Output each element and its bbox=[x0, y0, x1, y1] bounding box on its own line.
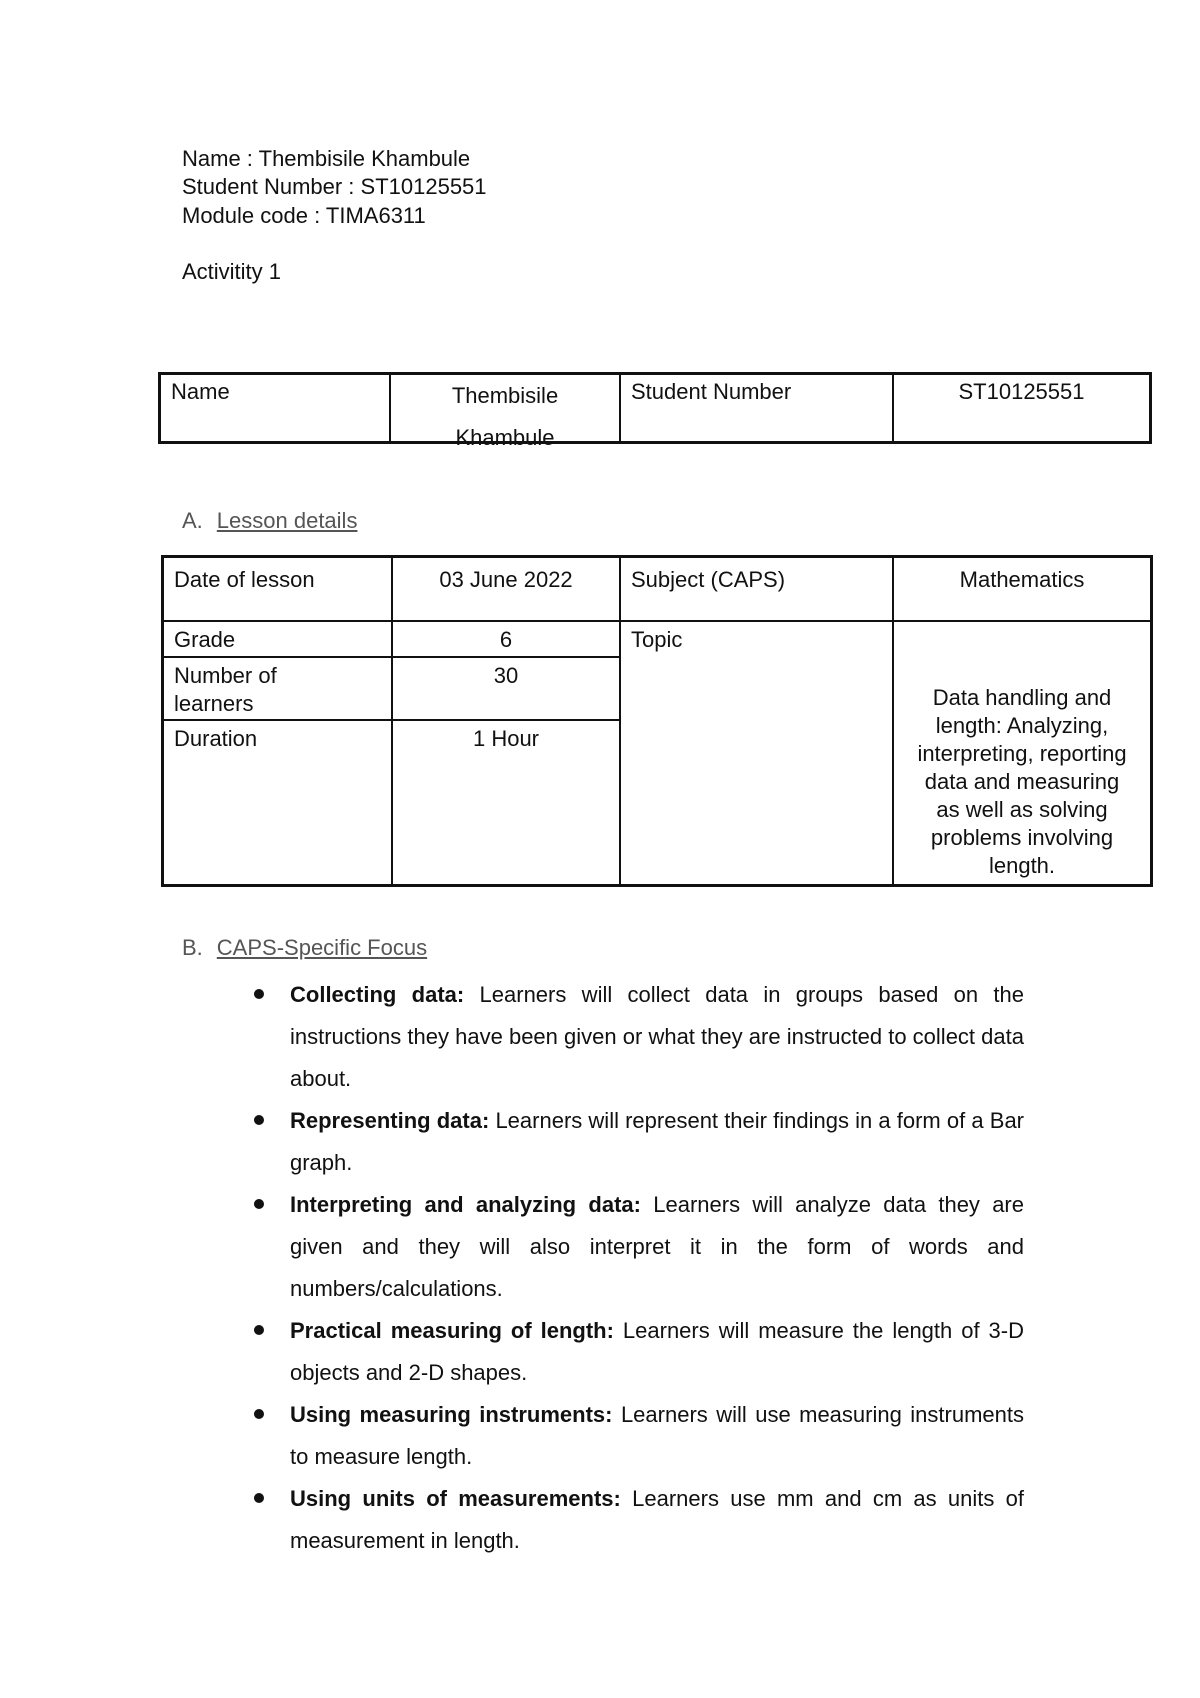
duration-value: 1 Hour bbox=[472, 726, 540, 751]
activity-title: Activitity 1 bbox=[182, 259, 282, 284]
learners-label-line1: Number of bbox=[174, 663, 277, 688]
topic-line: Data handling and bbox=[932, 685, 1112, 710]
duration-label: Duration bbox=[174, 726, 258, 751]
section-b-letter: B. bbox=[182, 935, 203, 960]
topic-value-cell bbox=[894, 684, 1150, 880]
duration-value-cell bbox=[393, 721, 619, 761]
date-label: Date of lesson bbox=[174, 567, 315, 592]
grade-value-cell bbox=[393, 622, 619, 662]
section-a-letter: A. bbox=[182, 508, 203, 533]
list-item bbox=[248, 974, 1024, 1100]
bullet-icon bbox=[254, 1409, 264, 1419]
student-number-line: Student Number : ST10125551 bbox=[182, 174, 487, 199]
learners-label-cell bbox=[164, 658, 391, 726]
list-item bbox=[248, 1478, 1024, 1562]
date-value-cell bbox=[393, 558, 619, 602]
date-value: 03 June 2022 bbox=[439, 567, 573, 592]
learners-value: 30 bbox=[493, 663, 519, 688]
subject-label: Subject (CAPS) bbox=[631, 567, 786, 592]
list-item-text: Learners use mm and cm as units of measurement in length. bbox=[290, 1486, 1025, 1553]
name-label-cell bbox=[161, 375, 391, 441]
topic-line: as well as solving bbox=[936, 797, 1108, 822]
grade-label-cell bbox=[164, 622, 391, 662]
section-b-title: CAPS-Specific Focus bbox=[216, 935, 428, 960]
section-a-title: Lesson details bbox=[216, 508, 358, 533]
lesson-details-table bbox=[161, 555, 1153, 887]
list-item-title: Collecting data: bbox=[290, 982, 465, 1007]
name-value-first: Thembisile bbox=[451, 383, 559, 408]
list-item-title: Interpreting and analyzing data: bbox=[290, 1192, 641, 1217]
list-item-title: Using units of measurements: bbox=[290, 1486, 621, 1511]
topic-label-cell bbox=[621, 622, 892, 662]
name-label: Name bbox=[171, 379, 230, 404]
section-b-heading bbox=[182, 935, 427, 961]
bullet-icon bbox=[254, 1325, 264, 1335]
topic-line: length. bbox=[988, 853, 1056, 878]
list-item-text: Learners will collect data in groups based on the instructions they have been given or what they are instructed to collect data about. bbox=[290, 982, 1024, 1091]
subject-value: Mathematics bbox=[959, 567, 1085, 592]
learners-label-line2: learners bbox=[174, 691, 254, 716]
topic-line: length: Analyzing, bbox=[935, 713, 1109, 738]
student-info-table bbox=[158, 372, 1152, 450]
list-item bbox=[248, 1394, 1024, 1478]
grade-value: 6 bbox=[499, 627, 513, 652]
topic-label: Topic bbox=[631, 627, 683, 652]
list-item-text: Learners will represent their findings in a form of a Bar graph. bbox=[290, 1108, 1024, 1175]
student-number-value-cell bbox=[894, 375, 1149, 441]
subject-value-cell bbox=[894, 558, 1150, 602]
student-number-label-cell bbox=[621, 375, 894, 441]
list-item-text: Learners will analyze data they are given and they will also interpret it in the form of words and numbers/calculations. bbox=[290, 1192, 1024, 1301]
name-value-cell bbox=[391, 375, 621, 450]
list-item-text: Learners will use measuring instruments to measure length. bbox=[290, 1402, 1024, 1469]
topic-line: problems involving bbox=[930, 825, 1114, 850]
bullet-icon bbox=[254, 989, 264, 999]
subject-label-cell bbox=[621, 558, 892, 602]
student-number-value: ST10125551 bbox=[958, 379, 1085, 404]
topic-line: data and measuring bbox=[924, 769, 1120, 794]
bullet-icon bbox=[254, 1199, 264, 1209]
student-number-label: Student Number bbox=[631, 379, 792, 404]
grade-label: Grade bbox=[174, 627, 236, 652]
list-item-title: Using measuring instruments: bbox=[290, 1402, 613, 1427]
caps-focus-list bbox=[248, 974, 1024, 1562]
duration-label-cell bbox=[164, 721, 391, 761]
bullet-icon bbox=[254, 1493, 264, 1503]
name-value-last: Khambule bbox=[455, 425, 555, 450]
date-label-cell bbox=[164, 558, 391, 602]
list-item-title: Practical measuring of length: bbox=[290, 1318, 614, 1343]
list-item bbox=[248, 1100, 1024, 1184]
module-code-line: Module code : TIMA6311 bbox=[182, 203, 426, 228]
list-item bbox=[248, 1310, 1024, 1394]
list-item-text: Learners will measure the length of 3-D objects and 2-D shapes. bbox=[290, 1318, 1024, 1385]
learners-value-cell bbox=[393, 658, 619, 698]
section-a-heading bbox=[182, 508, 357, 534]
name-line: Name : Thembisile Khambule bbox=[182, 146, 471, 171]
bullet-icon bbox=[254, 1115, 264, 1125]
topic-line: interpreting, reporting bbox=[917, 741, 1127, 766]
list-item-title: Representing data: bbox=[290, 1108, 490, 1133]
list-item bbox=[248, 1184, 1024, 1310]
